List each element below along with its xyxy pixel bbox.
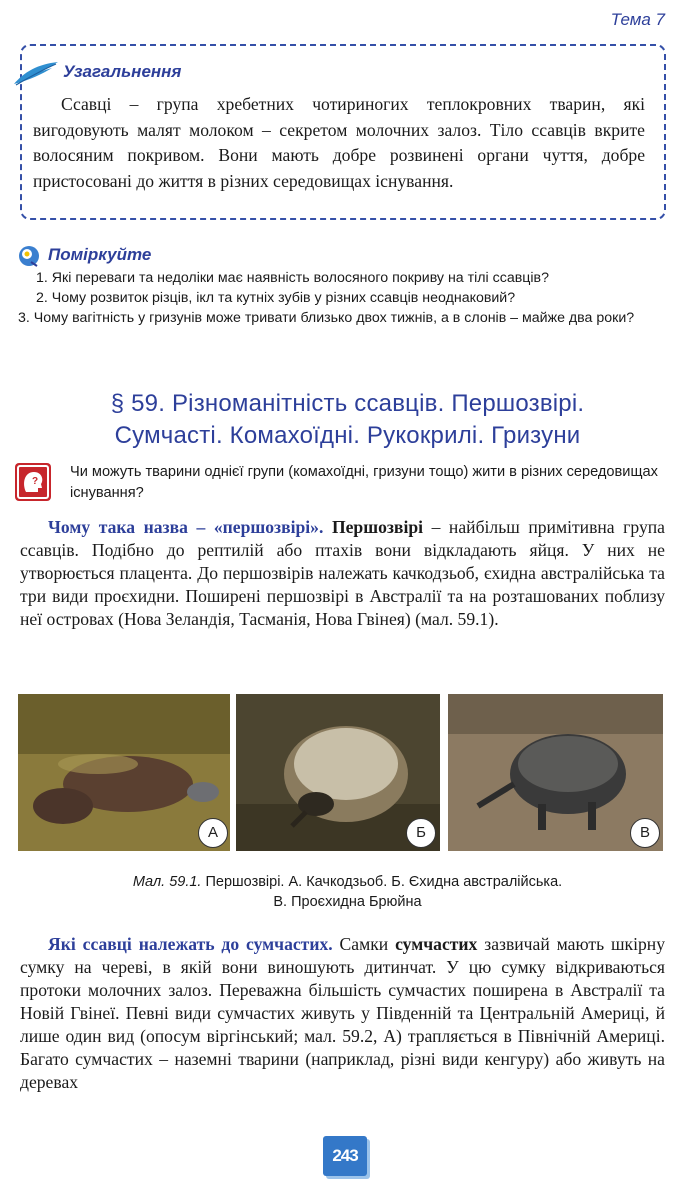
summary-title: Узагальнення [63, 62, 182, 81]
caption-line1: Мал. 59.1. Першозвірі. А. Качкодзьоб. Б. Єхидна австралійська. [132, 874, 563, 890]
list-item: 2. Чому розвиток різців, ікл та кутніх зубів у різних ссавців неоднаковий? [36, 290, 516, 306]
caption-line2: В. Проєхидна Брюйна [273, 894, 422, 910]
svg-text:?: ? [32, 476, 39, 487]
head-lightbulb-icon [17, 244, 41, 268]
paragraph-monotremes [20, 516, 665, 631]
topic-label: Тема 7 [610, 10, 665, 29]
caption-ref: Мал. 59.1. [132, 874, 202, 890]
section-title-line1: § 59. Різноманітність ссавців. Першозвірі. [110, 390, 585, 417]
list-item: 3. Чому вагітність у гризунів може тривати близько двох тижнів, а в слонів – майже два роки? [18, 310, 635, 326]
list-item: 1. Які переваги та недоліки має наявність волосяного покриву на тілі ссавців? [36, 270, 549, 286]
photo-label-v: В [630, 818, 660, 848]
question-head-icon [14, 462, 52, 502]
subheading: Чому така назва – «першозвірі». [48, 517, 324, 537]
question-text: Чи можуть тварини однієї групи (комахоїдні, гризуни тощо) жити в різних середовищах існування? [70, 464, 658, 501]
section-title [0, 388, 695, 452]
summary-text: Ссавці – група хребетних чотириногих теплокровних тварин, які вигодовують малят молоком – секретом молочних залоз. Тіло ссавців вкрите волосяним покривом. Вони мають добре розвинені органи чуття, добре пристосовані до життя в різних середовищах існування. [33, 94, 645, 191]
paragraph-text: – найбільш примітивна група ссавців. Подібно до рептилій або птахів вони відкладають яйця. У них не утворюється плацента. До першозвірів належать качкодзьоб, єхидна австралійська та три види проєхидни. Поширені першозвірі в Австралії та на розташованих поблизу неї островах (Нова Зеландія, Тасманія, Нова Гвінея) (мал. 59.1). [20, 517, 665, 629]
photo-echidna [236, 694, 440, 851]
section-title-line2: Сумчасті. Комахоїдні. Рукокрилі. Гризуни [114, 422, 581, 449]
photo-long-beaked-echidna [448, 694, 663, 851]
photo-platypus [18, 694, 230, 851]
page-number: 243 [323, 1136, 367, 1176]
term: сумчастих [395, 934, 478, 954]
paragraph-text: зазвичай мають шкірну сумку на череві, в якій вони виношують дитинчат. У цю сумку відкриваються протоки молочних залоз. Переважна більшість сумчастих поширена в Австралії та Новій Гвінеї. Певні види сумчастих живуть у Південній та Центральній Америці, й лише один вид (опосум віргінський; мал. 59.2, А) трапляється в Північній Америці. Багато сумчастих – наземні тварини (наприклад, різні види кенгуру) або живуть на деревах [20, 934, 666, 1092]
term: Першозвірі [331, 517, 423, 537]
quill-pen-icon [12, 58, 60, 88]
think-title: Поміркуйте [48, 245, 152, 264]
subheading: Які ссавці належать до сумчастих. [48, 934, 333, 954]
figure-caption [0, 872, 695, 912]
paragraph-marsupials: Які ссавці належать до сумчастих. Самки сумчастих зазвичай мають шкірну сумку на череві, в якій вони виношують дитинчат. У цю сумку відкриваються протоки молочних залоз. Переважна більшість сумчастих поширена в Австралії та Новій Гвінеї. Певні види сумчастих живуть у Південній та Центральній Америці, й лише один вид (опосум віргінський; мал. 59.2, А) трапляється в Північній Америці. Багато сумчастих – наземні тварини (наприклад, різні види кенгуру) або живуть на деревах [20, 934, 666, 1092]
think-question-list [18, 268, 665, 328]
photo-label-a: А [198, 818, 228, 848]
photo-label-b: Б [406, 818, 436, 848]
